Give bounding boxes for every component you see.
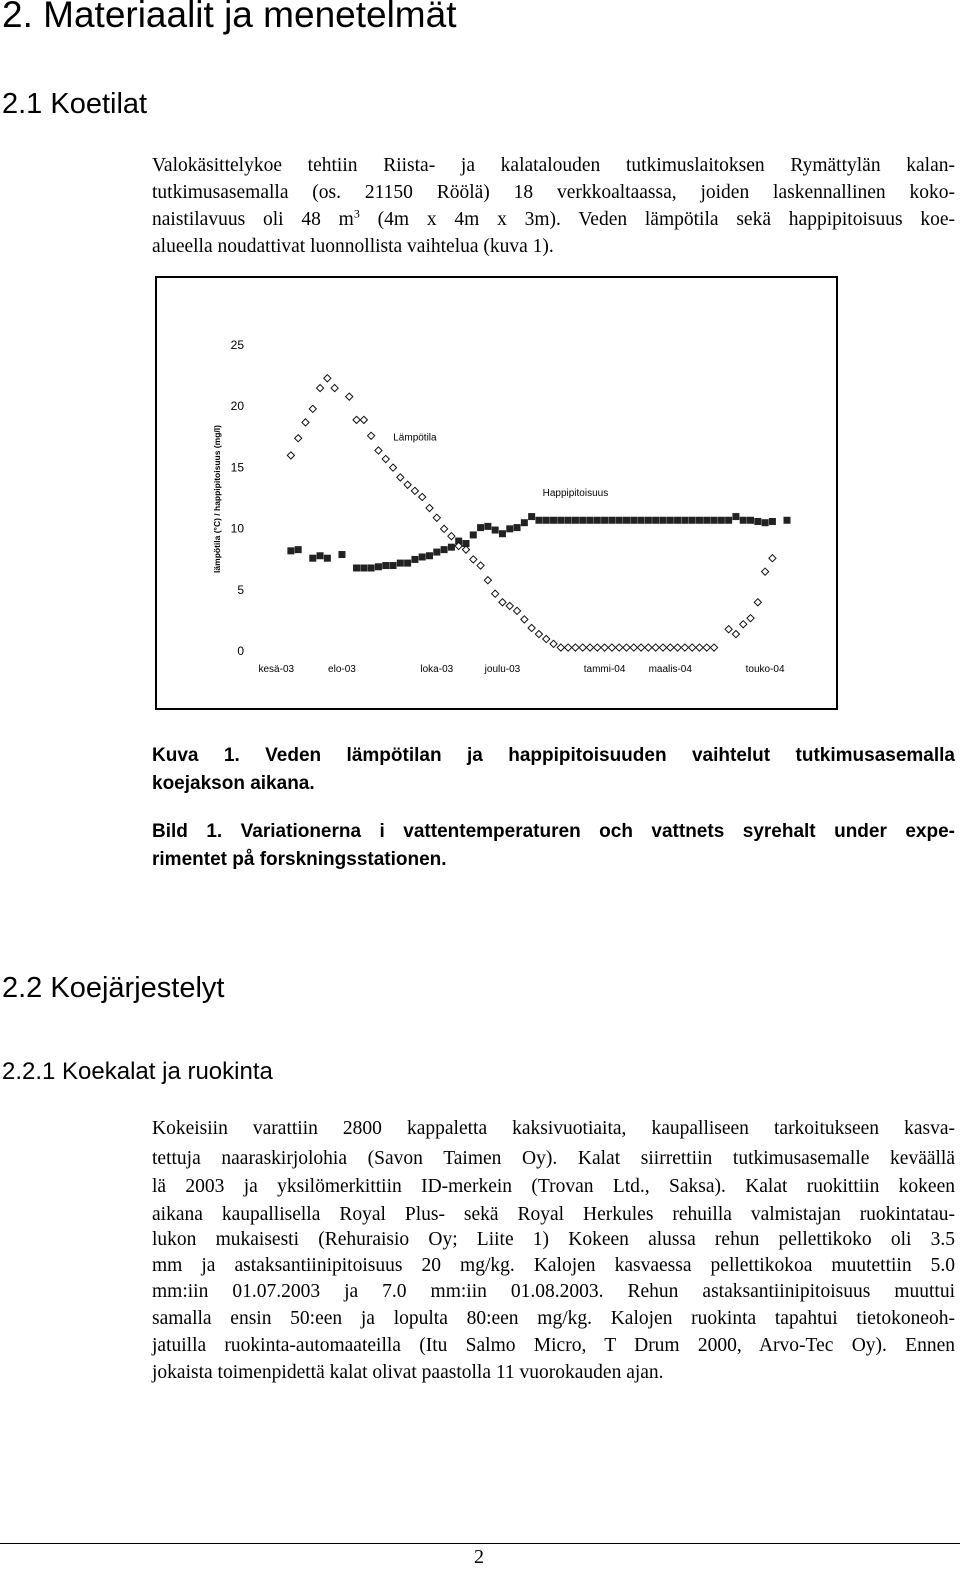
oxygen-point — [535, 517, 542, 524]
y-tick-label: 20 — [230, 399, 244, 414]
x-tick-label: loka-03 — [420, 664, 454, 675]
section-title: 2. Materiaalit ja menetelmät — [2, 0, 457, 35]
temperature-point — [404, 481, 411, 488]
oxygen-point — [470, 531, 477, 538]
oxygen-point — [718, 517, 725, 524]
temperature-point — [506, 602, 513, 609]
y-tick-label: 5 — [237, 582, 244, 597]
temperature-oxygen-chart — [157, 278, 836, 708]
oxygen-point — [521, 519, 528, 526]
oxygen-point — [565, 517, 572, 524]
temperature-point — [740, 621, 747, 628]
oxygen-point — [528, 513, 535, 520]
temperature-point — [419, 493, 426, 500]
temperature-point — [462, 546, 469, 553]
subsection-title-koetilat: 2.1 Koetilat — [2, 88, 148, 120]
temperature-point — [543, 635, 550, 642]
oxygen-point — [338, 551, 345, 558]
y-tick-label: 10 — [230, 521, 244, 536]
oxygen-point — [492, 527, 499, 534]
oxygen-point — [499, 530, 506, 537]
temperature-point — [579, 644, 586, 651]
oxygen-point — [732, 513, 739, 520]
temperature-point — [674, 644, 681, 651]
temperature-point — [550, 640, 557, 647]
text-line: Valokäsittelykoe tehtiin Riista- ja kalatalouden tutkimuslaitoksen Rymättylän kalan- — [152, 155, 955, 176]
text-line: samalla ensin 50:een ja lopulta 80:een mg/kg. Kalojen ruokinta tapahtui tietokoneoh- — [152, 1308, 955, 1329]
text-line: mm ja astaksantiinipitoisuus 20 mg/kg. Kalojen kasvaessa pellettikokoa muutettiin 5.0 — [152, 1255, 955, 1276]
oxygen-point — [375, 563, 382, 570]
temperature-point — [616, 644, 623, 651]
x-tick-label: kesä-03 — [258, 664, 295, 675]
x-tick-label: elo-03 — [328, 664, 356, 675]
temperature-point — [397, 474, 404, 481]
temperature-point — [769, 555, 776, 562]
oxygen-point — [477, 524, 484, 531]
oxygen-point — [579, 517, 586, 524]
oxygen-point — [652, 517, 659, 524]
oxygen-point — [769, 518, 776, 525]
footer-rule — [0, 1543, 960, 1544]
oxygen-point — [667, 517, 674, 524]
temperature-point — [762, 568, 769, 575]
text-line: aikana kaupallisella Royal Plus- sekä Royal Herkules rehuilla valmistajan ruokintatau- — [152, 1204, 955, 1225]
temperature-point — [630, 644, 637, 651]
oxygen-point — [433, 549, 440, 556]
oxygen-point — [360, 564, 367, 571]
oxygen-point — [317, 552, 324, 559]
temperature-point — [360, 416, 367, 423]
oxygen-point — [616, 517, 623, 524]
temperature-point — [346, 393, 353, 400]
text-line: jokaista toimenpidettä kalat olivat paastolla 11 vuorokauden ajan. — [152, 1362, 664, 1383]
temperature-point — [440, 525, 447, 532]
oxygen-point — [368, 564, 375, 571]
oxygen-point — [587, 517, 594, 524]
oxygen-point — [608, 517, 615, 524]
temperature-point — [513, 607, 520, 614]
temperature-point — [586, 644, 593, 651]
temperature-point — [652, 644, 659, 651]
y-tick-label: 15 — [230, 460, 244, 475]
text-line: lä 2003 ja yksilömerkittiin ID-merkein (Trovan Ltd., Saksa). Kalat ruokittiin kokeen — [152, 1176, 955, 1197]
text-line: alueella noudattivat luonnollista vaihtelua (kuva 1). — [152, 236, 554, 257]
oxygen-point — [506, 525, 513, 532]
oxygen-point — [762, 519, 769, 526]
temperature-point — [689, 644, 696, 651]
oxygen-point — [784, 517, 791, 524]
temperature-point — [382, 455, 389, 462]
temperature-point — [725, 626, 732, 633]
oxygen-point — [703, 517, 710, 524]
temperature-point — [302, 419, 309, 426]
oxygen-point — [572, 517, 579, 524]
oxygen-point — [725, 517, 732, 524]
figure-chart-frame — [155, 276, 838, 710]
oxygen-point — [550, 517, 557, 524]
temperature-point — [754, 599, 761, 606]
text-line: tettuja naaraskirjolohia (Savon Taimen Oy). Kalat siirrettiin tutkimusasemalle keväällä — [152, 1148, 955, 1169]
oxygen-point — [659, 517, 666, 524]
oxygen-point — [441, 546, 448, 553]
text-line: jatuilla ruokinta-automaateilla (Itu Salmo Micro, T Drum 2000, Arvo-Tec Oy). Ennen — [152, 1335, 955, 1356]
oxygen-point — [601, 517, 608, 524]
oxygen-point — [543, 517, 550, 524]
oxygen-point — [623, 517, 630, 524]
oxygen-point — [484, 523, 491, 530]
oxygen-point — [674, 517, 681, 524]
temperature-point — [353, 416, 360, 423]
temperature-point — [594, 644, 601, 651]
oxygen-point — [382, 562, 389, 569]
oxygen-point — [696, 517, 703, 524]
temperature-point — [484, 577, 491, 584]
y-axis-label: lämpötila (°C) / happipitoisuus (mg/l) — [212, 425, 222, 573]
oxygen-point — [514, 524, 521, 531]
temperature-point — [492, 590, 499, 597]
temperature-point — [535, 630, 542, 637]
oxygen-point — [681, 517, 688, 524]
caption-line: koejakson aikana. — [152, 773, 315, 794]
oxygen-point — [645, 517, 652, 524]
x-tick-label: touko-04 — [745, 664, 785, 675]
oxygen-point — [324, 555, 331, 562]
page-number: 2 — [474, 1546, 484, 1568]
temperature-point — [696, 644, 703, 651]
temperature-point — [732, 630, 739, 637]
temperature-point — [477, 562, 484, 569]
temperature-point — [528, 624, 535, 631]
temperature-point — [608, 644, 615, 651]
text-line: mm:iin 01.07.2003 ja 7.0 mm:iin 01.08.2003. Rehun astaksantiinipitoisuus muuttui — [152, 1281, 955, 1302]
temperature-point — [667, 644, 674, 651]
temperature-point — [389, 464, 396, 471]
oxygen-point — [740, 517, 747, 524]
y-tick-label: 0 — [237, 644, 244, 658]
temperature-point — [287, 452, 294, 459]
text-line: lukon mukaisesti (Rehuraisio Oy; Liite 1) Kokeen alussa rehun pellettikoko oli 3.5 — [152, 1229, 955, 1250]
temperature-point — [623, 644, 630, 651]
x-tick-label: joulu-03 — [484, 664, 521, 675]
oxygen-point — [747, 517, 754, 524]
x-tick-label: tammi-04 — [583, 664, 626, 675]
oxygen-point — [754, 518, 761, 525]
text-line: naistilavuus oli 48 $m^3$ (4m x 4m x 3m). Veden lämpötila sekä happipitoisuus koe- — [152, 206, 955, 230]
temperature-point — [681, 644, 688, 651]
oxygen-point — [419, 553, 426, 560]
series-annotation: Happipitoisuus — [542, 487, 609, 499]
temperature-point — [331, 384, 338, 391]
subsubsection-title-koekalat: 2.2.1 Koekalat ja ruokinta — [2, 1058, 273, 1085]
temperature-point — [659, 644, 666, 651]
oxygen-point — [295, 546, 302, 553]
temperature-point — [470, 556, 477, 563]
temperature-point — [433, 514, 440, 521]
temperature-point — [368, 432, 375, 439]
oxygen-point — [594, 517, 601, 524]
y-tick-label: 25 — [230, 338, 244, 352]
temperature-point — [324, 375, 331, 382]
oxygen-point — [638, 517, 645, 524]
temperature-point — [521, 616, 528, 623]
temperature-point — [309, 405, 316, 412]
x-tick-label: maalis-04 — [648, 664, 692, 675]
oxygen-point — [411, 556, 418, 563]
oxygen-point — [711, 517, 718, 524]
oxygen-point — [353, 564, 360, 571]
temperature-point — [637, 644, 644, 651]
temperature-point — [703, 644, 710, 651]
temperature-point — [499, 599, 506, 606]
oxygen-point — [448, 544, 455, 551]
series-annotation: Lämpötila — [393, 432, 437, 444]
oxygen-point — [309, 555, 316, 562]
temperature-point — [448, 533, 455, 540]
temperature-point — [557, 644, 564, 651]
temperature-point — [411, 487, 418, 494]
temperature-point — [572, 644, 579, 651]
text-line: Kokeisiin varattiin 2800 kappaletta kaksivuotiaita, kaupalliseen tarkoitukseen kasva- — [152, 1118, 955, 1139]
temperature-point — [316, 384, 323, 391]
temperature-point — [375, 447, 382, 454]
oxygen-point — [630, 517, 637, 524]
oxygen-point — [397, 560, 404, 567]
caption-line: rimentet på forskningsstationen. — [152, 849, 447, 870]
subsection-title-koejarjestelyt: 2.2 Koejärjestelyt — [2, 972, 225, 1004]
temperature-point — [295, 435, 302, 442]
text-line: tutkimusasemalla (os. 21150 Röölä) 18 verkkoaltaassa, joiden laskennallinen koko- — [152, 182, 955, 203]
temperature-point — [601, 644, 608, 651]
temperature-point — [710, 644, 717, 651]
oxygen-point — [426, 552, 433, 559]
temperature-point — [426, 504, 433, 511]
oxygen-point — [390, 562, 397, 569]
oxygen-point — [689, 517, 696, 524]
oxygen-point — [404, 560, 411, 567]
caption-line: Bild 1. Variationerna i vattentemperaturen och vattnets syrehalt under expe- — [152, 821, 955, 842]
temperature-point — [565, 644, 572, 651]
temperature-point — [747, 615, 754, 622]
oxygen-point — [557, 517, 564, 524]
temperature-point — [645, 644, 652, 651]
caption-line: Kuva 1. Veden lämpötilan ja happipitoisuuden vaihtelut tutkimusasemalla — [152, 745, 955, 766]
oxygen-point — [287, 547, 294, 554]
